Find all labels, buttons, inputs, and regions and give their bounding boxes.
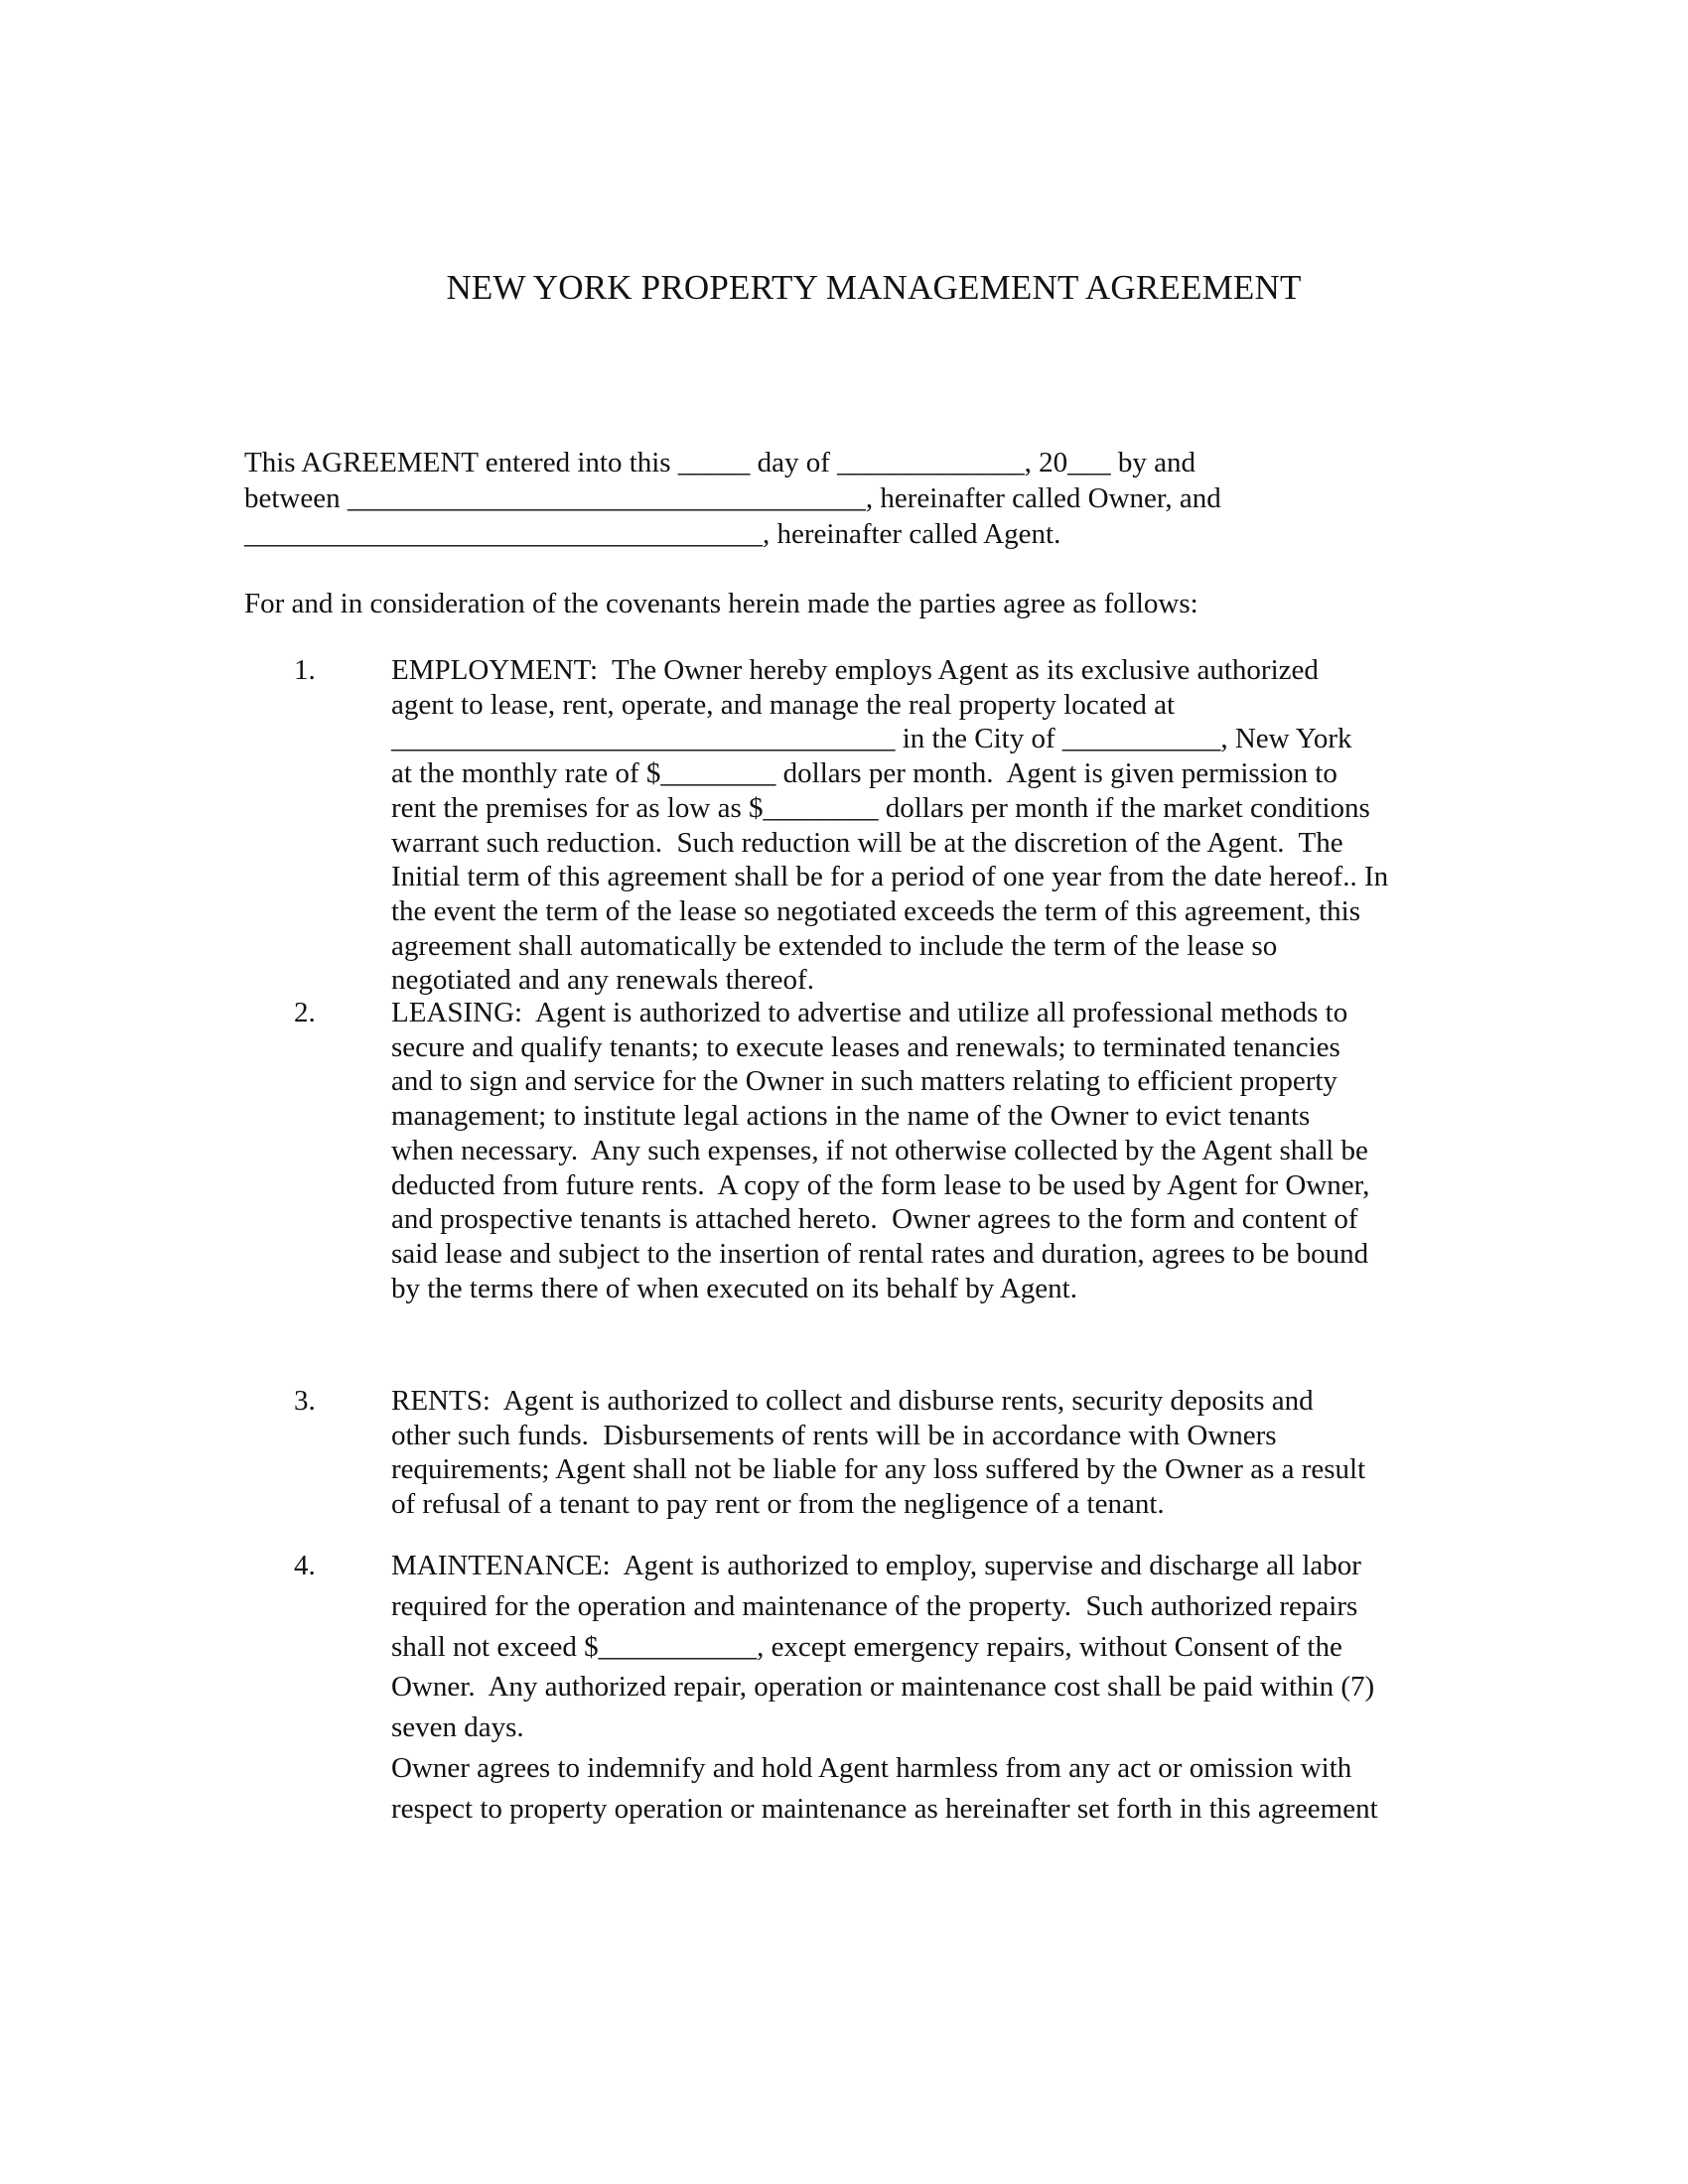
section-body [391,653,1466,998]
section-line: required for the operation and maintenance of the property. Such authorized repairs [391,1589,1358,1622]
section-line: Owner. Any authorized repair, operation or maintenance cost shall be paid within (7) [391,1671,1375,1704]
section-number: 2. [294,997,316,1028]
opening-line: between ____________________________________, hereinafter called Owner, and [244,482,1221,514]
opening-paragraph [244,445,1221,552]
section-line: by the terms there of when executed on its behalf by Agent. [391,1272,1077,1304]
section-line: requirements; Agent shall not be liable for any loss suffered by the Owner as a result [391,1453,1366,1486]
section-body [391,996,1466,1305]
section-line: respect to property operation or maintenance as hereinafter set forth in this agreement [391,1792,1378,1825]
opening-line: This AGREEMENT entered into this _____ day of _____________, 20___ by and [244,447,1196,478]
section-line: rent the premises for as low as $________ dollars per month if the market conditions [391,791,1370,824]
section-line: EMPLOYMENT: The Owner hereby employs Agent as its exclusive authorized [391,654,1319,686]
section-line: when necessary. Any such expenses, if not otherwise collected by the Agent shall be [391,1134,1368,1166]
section-line: said lease and subject to the insertion of rental rates and duration, agrees to be bound [391,1237,1369,1270]
section-line: of refusal of a tenant to pay rent or from the negligence of a tenant. [391,1488,1165,1521]
section-line: seven days. [391,1711,524,1744]
section-number: 3. [294,1385,316,1417]
section-body [391,1384,1466,1522]
section-line: agent to lease, rent, operate, and manage the real property located at [391,688,1176,721]
section-line: management; to institute legal actions in the name of the Owner to evict tenants [391,1100,1311,1133]
opening-line: ____________________________________, hereinafter called Agent. [244,518,1061,550]
section-line: secure and qualify tenants; to execute leases and renewals; to terminated tenancies [391,1030,1340,1063]
section-line: LEASING: Agent is authorized to advertise and utilize all professional methods to [391,997,1348,1028]
section-number: 1. [294,654,316,686]
section-line: other such funds. Disbursements of rents will be in accordance with Owners [391,1419,1277,1451]
section-line: Owner agrees to indemnify and hold Agent harmless from any act or omission with [391,1751,1352,1784]
section-line: RENTS: Agent is authorized to collect and disburse rents, security deposits and [391,1385,1314,1417]
section-line: and to sign and service for the Owner in such matters relating to efficient property [391,1065,1337,1098]
section-line: agreement shall automatically be extended to include the term of the lease so [391,929,1278,962]
section-number: 4. [294,1550,316,1581]
section-line: and prospective tenants is attached hereto. Owner agrees to the form and content of [391,1203,1358,1236]
section-line: at the monthly rate of $________ dollars per month. Agent is given permission to [391,757,1337,790]
section-line: deducted from future rents. A copy of the form lease to be used by Agent for Owner, [391,1168,1370,1201]
section-line: negotiated and any renewals thereof. [391,964,814,997]
section-line: the event the term of the lease so negotiated exceeds the term of this agreement, this [391,894,1360,927]
section-line: Initial term of this agreement shall be for a period of one year from the date hereof.. In [391,861,1389,893]
section-line: shall not exceed $___________, except emergency repairs, without Consent of the [391,1630,1342,1663]
section-body [391,1546,1466,1830]
section-line: ___________________________________ in the City of ___________, New York [391,723,1352,755]
section-line: warrant such reduction. Such reduction will be at the discretion of the Agent. The [391,826,1343,859]
intro-sentence: For and in consideration of the covenants herein made the parties agree as follows: [244,588,1198,619]
document-title: NEW YORK PROPERTY MANAGEMENT AGREEMENT [446,268,1302,307]
section-line: MAINTENANCE: Agent is authorized to employ, supervise and discharge all labor [391,1550,1361,1581]
